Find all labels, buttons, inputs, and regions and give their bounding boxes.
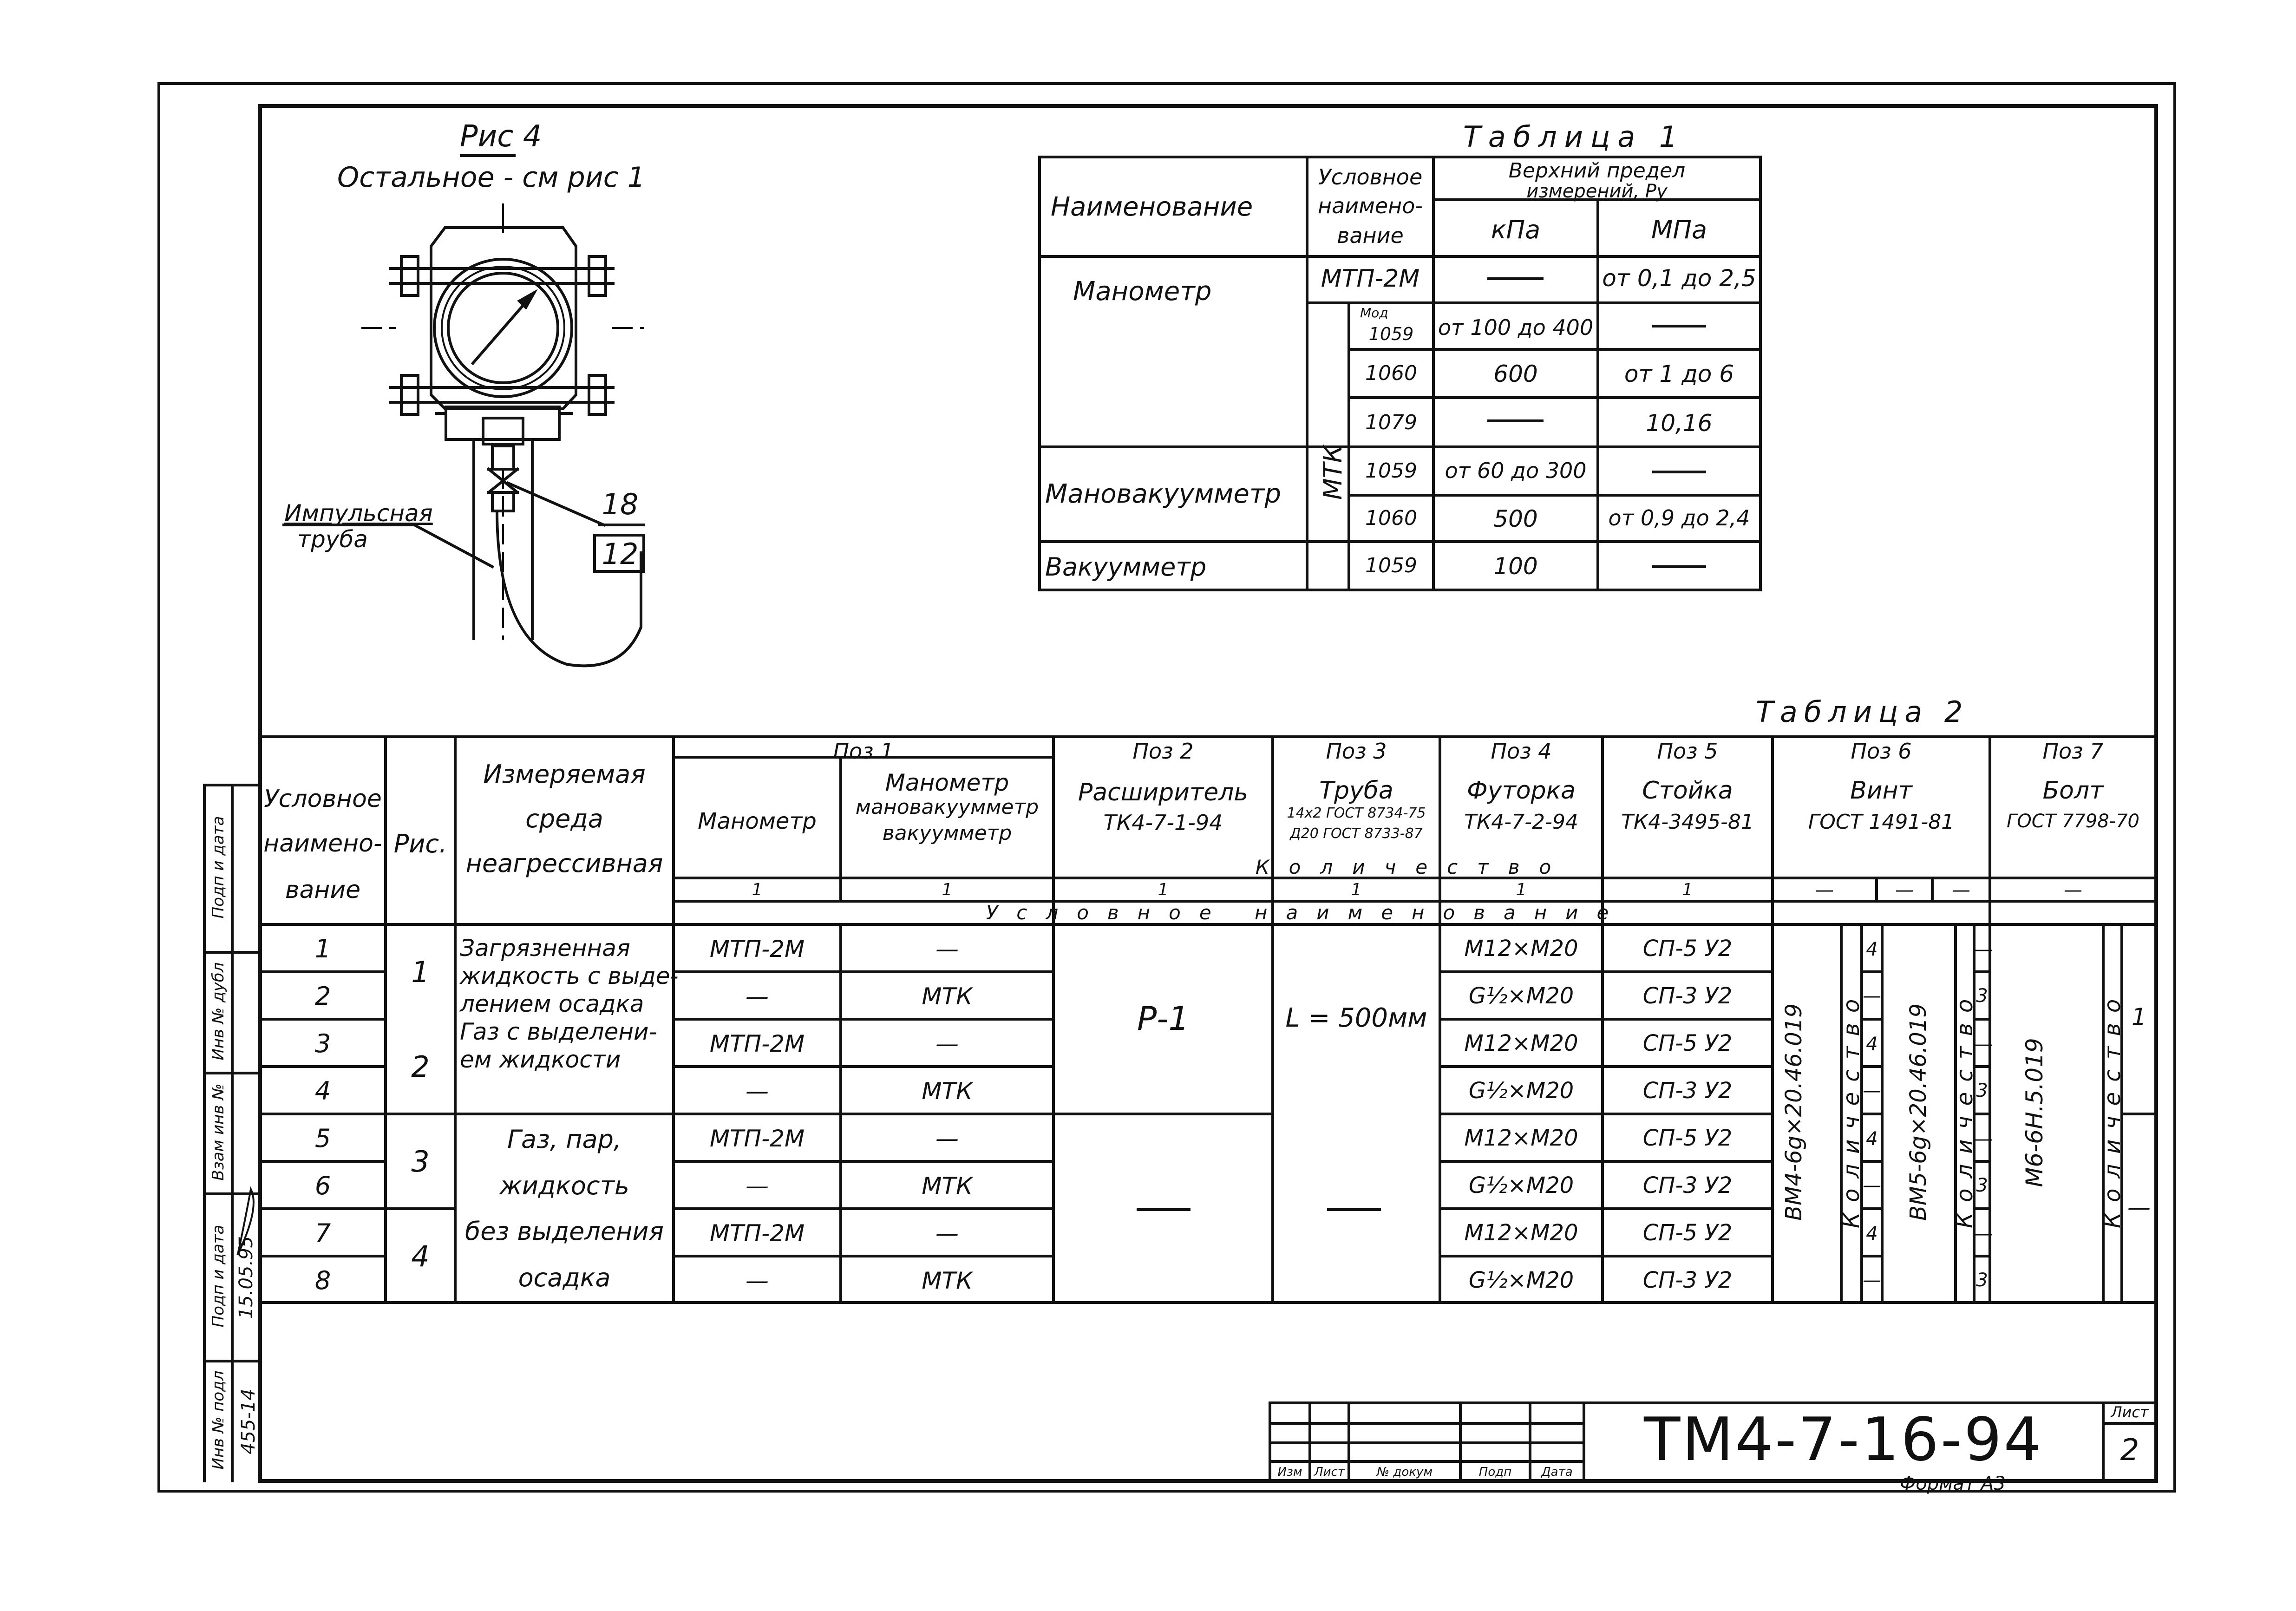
table2-header-poz3: Д20 ГОСТ 8733-87 [1290, 825, 1423, 842]
side-field-value: 455-14 [238, 1388, 259, 1454]
table2-poz6-qty-word: Количество [1838, 989, 1864, 1228]
table2-poz6-qty-a: — [1863, 985, 1881, 1007]
table2-fig-number: 3 [411, 1145, 430, 1179]
table2-medium-text: Газ с выделени- [460, 1018, 657, 1045]
table1-cell: 1059 [1368, 324, 1414, 344]
table2-medium-text: жидкость с выде- [460, 963, 679, 989]
table2-poz6-b: ВМ5-6g×20.46.019 [1905, 1003, 1931, 1221]
table2-qty-header: Количество [1255, 856, 1571, 878]
table1-header-mpa: МПа [1651, 215, 1707, 244]
table2-row-m2: — [935, 936, 959, 963]
side-field-value: 15.05.95 [235, 1236, 257, 1319]
stamp-label: Лист [1314, 1465, 1345, 1479]
table2-row-m1: МТП-2М [709, 936, 805, 963]
table2-poz7-qty-word: Количество [2100, 989, 2126, 1228]
table2-qty-cell: — [2064, 879, 2082, 901]
table2-poz6-qty-a: 4 [1866, 1128, 1878, 1150]
table1-cell: 10,16 [1646, 410, 1713, 437]
table2-header-poz5: Стойка [1642, 777, 1733, 805]
table1-cell: 1060 [1365, 361, 1417, 385]
table2-row-f: G½×М20 [1468, 1172, 1574, 1198]
table2-poz6-qty-word: Количество [1952, 989, 1978, 1228]
side-field-label: Инв № подл [209, 1370, 228, 1470]
table2-qty-cell: 1 [942, 880, 953, 899]
stamp-label: Подп [1478, 1465, 1512, 1479]
table2-header-poz3: Труба [1319, 777, 1393, 805]
table2-poz6-qty-a: — [1863, 1270, 1881, 1291]
table2-row-s: СП-5 У2 [1642, 1220, 1733, 1246]
table1-header-upper: измерений, Ру [1526, 181, 1668, 202]
document-code: ТМ4-7-16-94 [1644, 1405, 2043, 1474]
table1-cell: 500 [1493, 505, 1538, 532]
table2-header-medium: среда [525, 804, 603, 833]
fig4-title: Рис 4 [460, 122, 516, 157]
table2-poz6-qty-b: — [1974, 1034, 1993, 1055]
table2-row-s: СП-3 У2 [1642, 1172, 1733, 1198]
table2-row-m1: МТП-2М [709, 1125, 805, 1152]
table2-poz6-a: ВМ4-6g×20.46.019 [1781, 1003, 1807, 1221]
table2-row-m1: — [746, 1078, 769, 1105]
table2-header-cond: вание [285, 876, 361, 904]
table2-row-m2: МТК [922, 1078, 973, 1105]
table2-header-cond: Условное [264, 785, 382, 813]
table2-poz7-qty: 1 [2132, 1003, 2146, 1030]
table2-qty-cell: 1 [1351, 880, 1362, 899]
table2-header-poz3: Поз 3 [1326, 739, 1387, 764]
side-field-label: Подп и дата [209, 1225, 228, 1328]
table2-poz6-qty-a: — [1863, 1080, 1881, 1101]
table2-row-n: 8 [314, 1266, 331, 1295]
table2-header-cond: наимено- [263, 830, 382, 858]
table2-poz6-qty-b: 3 [1976, 1270, 1988, 1291]
table2-row-f: М12×М20 [1464, 936, 1578, 962]
table2-medium-text: ем жидкости [460, 1046, 621, 1073]
table2-row-n: 7 [314, 1218, 331, 1248]
table1-cell: МТП-2М [1321, 265, 1420, 293]
table2-header-poz7: ГОСТ 7798-70 [2007, 811, 2139, 832]
table2-header-poz7: Болт [2042, 777, 2104, 805]
table2-poz2-value: Р-1 [1137, 1000, 1189, 1038]
table1-header-cond: вание [1337, 223, 1404, 248]
stamp-label: № докум [1377, 1465, 1433, 1479]
format-label: Формат А3 [1900, 1473, 2006, 1494]
table2-medium-text: Загрязненная [460, 935, 630, 962]
fig4-subtitle: Остальное - см рис 1 [337, 161, 645, 194]
table1-header-name: Наименование [1051, 192, 1253, 222]
table2-row-s: СП-3 У2 [1642, 1267, 1733, 1293]
table2-poz6-qty-a: 4 [1866, 1223, 1878, 1244]
table2-qty-cell: — [1895, 879, 1914, 901]
side-field-label: Инв № дубл [209, 962, 228, 1061]
fig4-callout-12: 12 [602, 537, 639, 571]
table2-qty-cell: — [1952, 879, 1970, 901]
table1-name-vacuummeter: Вакуумметр [1045, 552, 1207, 582]
table2-header-poz5: ТК4-3495-81 [1621, 810, 1754, 834]
table2-header-fig: Рис. [393, 829, 447, 858]
table1-cell: 600 [1493, 360, 1538, 387]
table1-cell: 1059 [1365, 554, 1417, 577]
table2-fig-number: 4 [411, 1239, 430, 1273]
table1-cell: 1060 [1365, 506, 1417, 530]
table2-poz6-qty-a: 4 [1866, 939, 1878, 960]
table2-row-m1: — [746, 983, 769, 1010]
table2-poz6-qty-b: — [1974, 1128, 1993, 1150]
table2-row-m2: — [935, 1030, 959, 1057]
table2-row-m1: МТП-2М [709, 1030, 805, 1057]
table2-poz6-qty-b: — [1974, 939, 1993, 960]
table2-header-poz6: Винт [1850, 777, 1912, 805]
table2-qty-cell: 1 [1516, 880, 1527, 899]
table2-row-m2: МТК [922, 983, 973, 1010]
table2-header-poz6: Поз 6 [1851, 739, 1912, 764]
table1-header-upper: Верхний предел [1508, 159, 1686, 183]
stamp-label: Дата [1541, 1465, 1573, 1479]
table1-mtk-label: МТК [1318, 445, 1348, 500]
table2-caption: Таблица 2 [1756, 695, 1969, 729]
table2-header-poz5: Поз 5 [1657, 739, 1718, 764]
table2-poz7-qty: — [2127, 1194, 2151, 1221]
table2-header-poz2: ТК4-7-1-94 [1103, 810, 1223, 835]
side-field-label: Подп и дата [209, 816, 228, 919]
table1-name-manovacuummeter: Мановакуумметр [1045, 479, 1282, 509]
table2-medium-text: лением осадка [460, 990, 644, 1017]
table2-header-manovac: вакуумметр [882, 821, 1012, 845]
table2-row-m2: — [935, 1125, 959, 1152]
table2-header-poz4: Поз 4 [1491, 739, 1552, 764]
table2-poz6-qty-a: 4 [1866, 1034, 1878, 1055]
table2-row-s: СП-5 У2 [1642, 936, 1733, 962]
table2-header-poz3: 14х2 ГОСТ 8734-75 [1287, 805, 1426, 821]
table1-header-cond: Условное [1318, 164, 1423, 190]
table1-header-cond: наимено- [1318, 193, 1423, 218]
table2-fig-number: 1 [411, 955, 430, 989]
table1-cell: от 60 до 300 [1445, 458, 1587, 483]
table2-row-f: G½×М20 [1468, 1267, 1574, 1293]
table1-cell: 100 [1493, 553, 1538, 580]
table1-mod-label: Мод [1360, 305, 1388, 321]
table2-header-poz2: Расширитель [1078, 779, 1249, 806]
table2-header-poz4: Футорка [1467, 777, 1576, 805]
table2-row-m2: — [935, 1220, 959, 1247]
table2-poz6-qty-b: 3 [1976, 1080, 1988, 1101]
table2-row-m1: — [746, 1172, 769, 1199]
table2-header-manovac: мановакуумметр [855, 795, 1039, 819]
table2-header-poz4: ТК4-7-2-94 [1464, 810, 1578, 834]
sheet-label: Лист [2111, 1403, 2149, 1421]
table2-row-m2: МТК [922, 1267, 973, 1294]
fig4-callout-18: 18 [602, 487, 639, 521]
table2-qty-cell: 1 [1682, 880, 1693, 899]
table2-header-poz7: Поз 7 [2042, 739, 2104, 764]
table1-cell: от 0,9 до 2,4 [1608, 505, 1750, 530]
table2-row-f: G½×М20 [1468, 1078, 1574, 1104]
table2-row-n: 1 [314, 934, 331, 963]
table2-poz6-qty-b: 3 [1976, 1175, 1988, 1196]
table2-row-m1: МТП-2М [709, 1220, 805, 1247]
table2-row-n: 5 [314, 1124, 331, 1153]
table2-qty-cell: 1 [752, 880, 763, 899]
table2-medium-text: Газ, пар, [507, 1125, 622, 1154]
table2-qty-cell: 1 [1158, 880, 1169, 899]
table1-cell: от 1 до 6 [1624, 360, 1734, 387]
table2-row-n: 3 [314, 1029, 331, 1058]
table2-row-n: 4 [314, 1076, 331, 1106]
table1-header-kpa: кПа [1491, 215, 1541, 244]
side-field-label: Взам инв № [209, 1083, 228, 1181]
table2-header-poz1: Поз 1 [833, 739, 894, 764]
table1-cell: от 100 до 400 [1438, 315, 1594, 340]
table2-row-s: СП-5 У2 [1642, 1125, 1733, 1151]
table2-row-s: СП-3 У2 [1642, 1078, 1733, 1104]
table2-row-f: М12×М20 [1464, 1220, 1578, 1246]
table2-row-f: М12×М20 [1464, 1125, 1578, 1151]
table1-name-manometer: Манометр [1073, 276, 1212, 307]
table2-header-poz6: ГОСТ 1491-81 [1808, 810, 1955, 834]
table2-row-s: СП-3 У2 [1642, 983, 1733, 1009]
table2-poz6-qty-b: — [1974, 1223, 1993, 1244]
table2-qty-cell: — [1815, 879, 1834, 901]
table2-cond-header: Условное наименование [986, 901, 1628, 924]
table1-caption: Таблица 1 [1463, 120, 1685, 154]
table1-cell: от 0,1 до 2,5 [1602, 265, 1756, 292]
table2-medium-text: осадка [518, 1263, 611, 1292]
table2-header-manometer: Манометр [698, 808, 817, 834]
table2-row-m2: МТК [922, 1172, 973, 1199]
table2-poz3-value: L = 500мм [1285, 1003, 1427, 1033]
sheet-number: 2 [2120, 1433, 2139, 1467]
table2-medium-text: жидкость [499, 1171, 629, 1200]
table2-row-m1: — [746, 1267, 769, 1294]
stamp-label: Изм [1277, 1465, 1302, 1479]
table2-poz6-qty-b: 3 [1976, 985, 1988, 1007]
table1-cell: 1079 [1365, 411, 1417, 434]
table2-row-s: СП-5 У2 [1642, 1030, 1733, 1056]
table2-row-n: 2 [314, 982, 331, 1011]
table2-fig-number: 2 [411, 1050, 430, 1084]
table2-row-f: G½×М20 [1468, 983, 1574, 1009]
table2-row-n: 6 [314, 1171, 331, 1200]
table2-header-medium: неагрессивная [465, 849, 663, 878]
table2-header-poz2: Поз 2 [1132, 739, 1194, 764]
table2-header-medium: Измеряемая [483, 760, 646, 789]
fig4-label-pipe-2: труба [297, 526, 368, 553]
table2-header-manovac: Манометр [885, 769, 1009, 796]
table1-cell: 1059 [1365, 459, 1417, 483]
table2-poz6-qty-a: — [1863, 1175, 1881, 1196]
table2-poz7-value: М6-6Н.5.019 [2021, 1038, 2048, 1187]
fig4-label-pipe: Импульсная [284, 500, 433, 527]
table2-medium-text: без выделения [464, 1217, 664, 1246]
table2-row-f: М12×М20 [1464, 1030, 1578, 1056]
